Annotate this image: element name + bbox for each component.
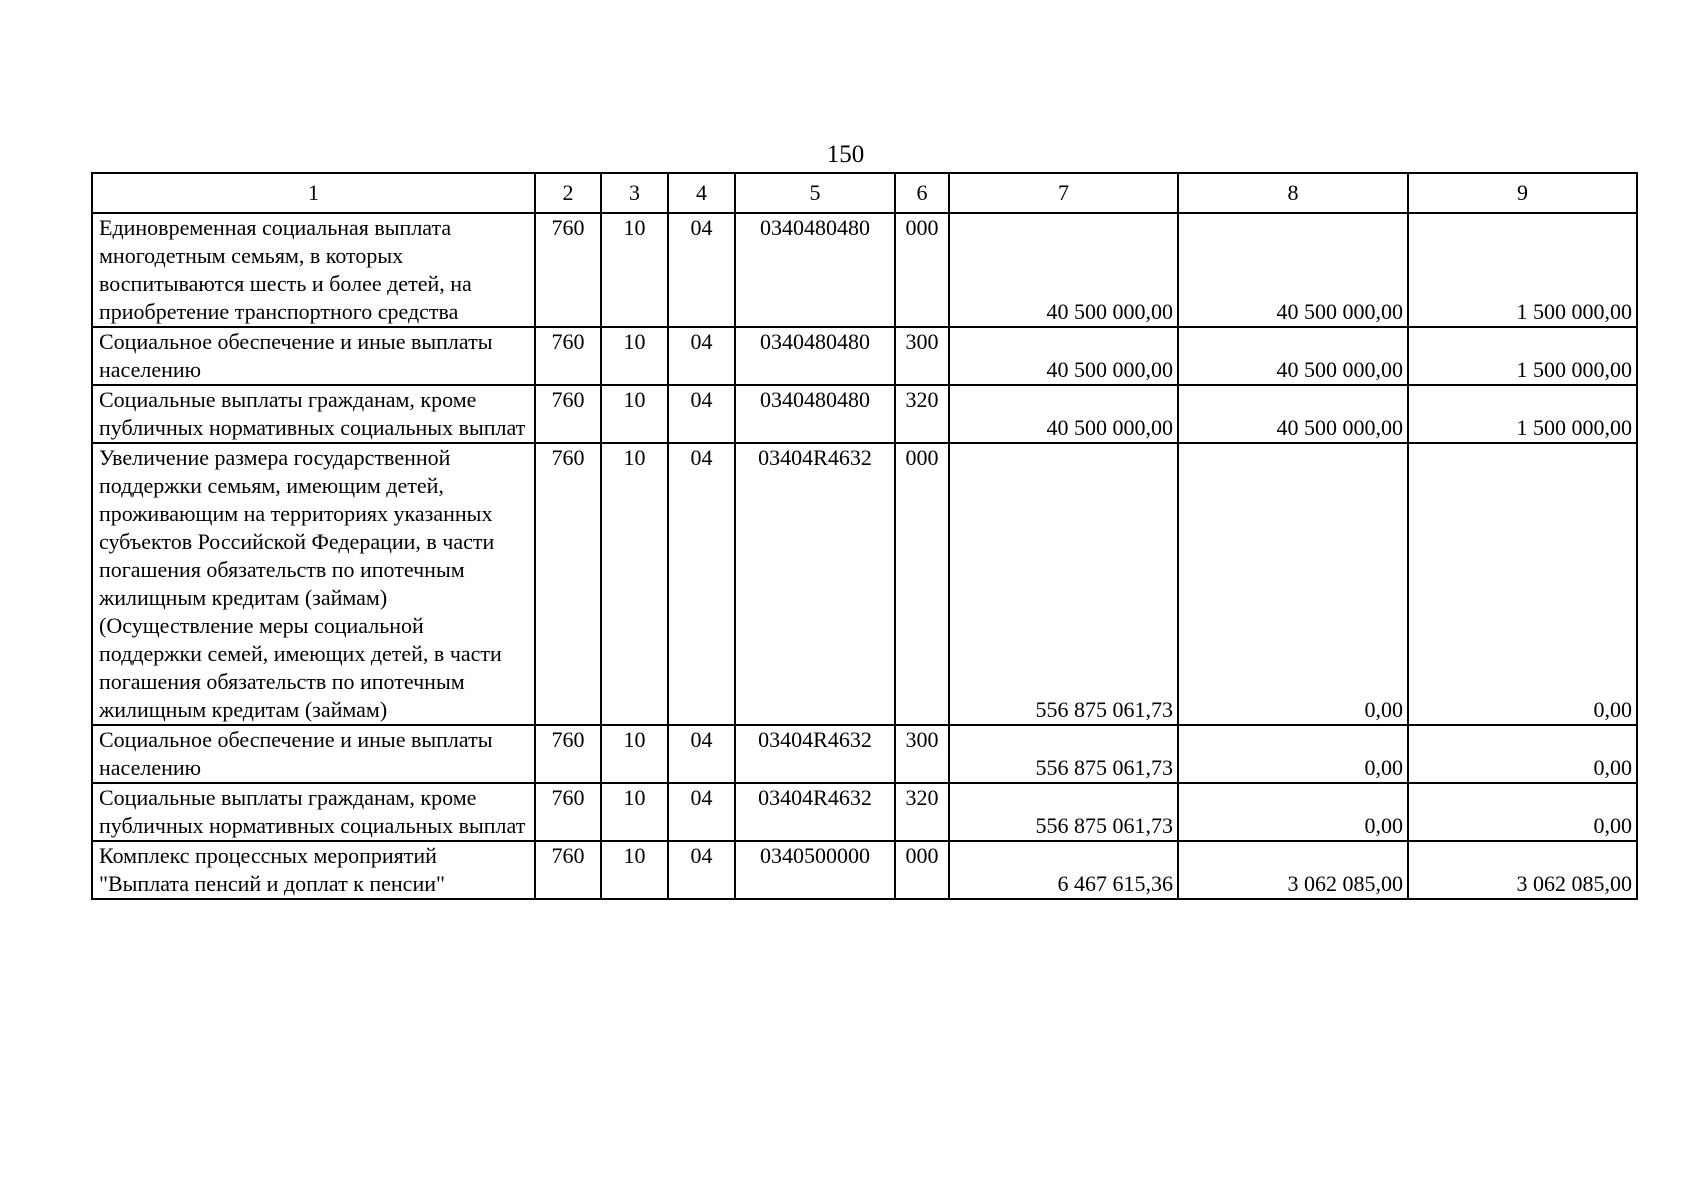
target-article-cell: 0340480480 <box>735 385 895 443</box>
section-code-cell: 10 <box>601 385 668 443</box>
amount-col8-cell: 40 500 000,00 <box>1178 385 1408 443</box>
amount-col7-cell: 40 500 000,00 <box>949 327 1178 385</box>
amount-col8-cell: 40 500 000,00 <box>1178 327 1408 385</box>
amount-col9-cell: 1 500 000,00 <box>1408 385 1637 443</box>
section-code-cell: 10 <box>601 783 668 841</box>
table-header-row <box>92 173 1637 213</box>
expense-type-cell: 300 <box>895 327 949 385</box>
row-name-cell: Социальное обеспечение и иные выплаты населению <box>92 725 535 783</box>
column-header: 1 <box>92 173 535 213</box>
table-row <box>92 327 1637 385</box>
subsection-code-cell: 04 <box>668 443 735 725</box>
amount-col8-cell: 3 062 085,00 <box>1178 841 1408 899</box>
column-header: 2 <box>535 173 601 213</box>
section-code-cell: 10 <box>601 443 668 725</box>
target-article-cell: 0340480480 <box>735 213 895 327</box>
section-code-cell: 10 <box>601 725 668 783</box>
ministry-code-cell: 760 <box>535 443 601 725</box>
ministry-code-cell: 760 <box>535 783 601 841</box>
amount-col7-cell: 40 500 000,00 <box>949 213 1178 327</box>
table-row <box>92 783 1637 841</box>
row-name-cell: Единовременная социальная выплата многодетным семьям, в которых воспитываются шесть и более детей, на приобретение транспортного средства <box>92 213 535 327</box>
column-header: 6 <box>895 173 949 213</box>
expense-type-cell: 000 <box>895 443 949 725</box>
amount-col7-cell: 556 875 061,73 <box>949 725 1178 783</box>
subsection-code-cell: 04 <box>668 725 735 783</box>
row-name-cell: Социальное обеспечение и иные выплаты населению <box>92 327 535 385</box>
section-code-cell: 10 <box>601 213 668 327</box>
ministry-code-cell: 760 <box>535 327 601 385</box>
table-row <box>92 841 1637 899</box>
expense-type-cell: 300 <box>895 725 949 783</box>
table-row <box>92 213 1637 327</box>
column-header: 7 <box>949 173 1178 213</box>
amount-col9-cell: 3 062 085,00 <box>1408 841 1637 899</box>
expense-type-cell: 320 <box>895 783 949 841</box>
section-code-cell: 10 <box>601 327 668 385</box>
amount-col8-cell: 0,00 <box>1178 725 1408 783</box>
amount-col8-cell: 40 500 000,00 <box>1178 213 1408 327</box>
column-header: 3 <box>601 173 668 213</box>
target-article-cell: 03404R4632 <box>735 725 895 783</box>
expense-type-cell: 320 <box>895 385 949 443</box>
amount-col7-cell: 556 875 061,73 <box>949 783 1178 841</box>
section-code-cell: 10 <box>601 841 668 899</box>
row-name-cell: Социальные выплаты гражданам, кроме публичных нормативных социальных выплат <box>92 385 535 443</box>
ministry-code-cell: 760 <box>535 725 601 783</box>
row-name-cell: Увеличение размера государственной поддержки семьям, имеющим детей, проживающим на территориях указанных субъектов Российской Федерации, в части погашения обязательств по ипотечным жилищным кредитам (займам) (Осуществление меры социальной поддержки семей, имеющих детей, в части погашения обязательств по ипотечным жилищным кредитам (займам) <box>92 443 535 725</box>
target-article-cell: 03404R4632 <box>735 443 895 725</box>
target-article-cell: 0340500000 <box>735 841 895 899</box>
amount-col8-cell: 0,00 <box>1178 443 1408 725</box>
row-name-cell: Комплекс процессных мероприятий "Выплата пенсий и доплат к пенсии" <box>92 841 535 899</box>
budget-table <box>91 172 1638 900</box>
page-number: 150 <box>826 141 865 168</box>
target-article-cell: 0340480480 <box>735 327 895 385</box>
row-name-cell: Социальные выплаты гражданам, кроме публичных нормативных социальных выплат <box>92 783 535 841</box>
subsection-code-cell: 04 <box>668 783 735 841</box>
table-row <box>92 385 1637 443</box>
amount-col9-cell: 0,00 <box>1408 725 1637 783</box>
expense-type-cell: 000 <box>895 841 949 899</box>
amount-col9-cell: 1 500 000,00 <box>1408 327 1637 385</box>
amount-col9-cell: 0,00 <box>1408 783 1637 841</box>
ministry-code-cell: 760 <box>535 841 601 899</box>
column-header: 9 <box>1408 173 1637 213</box>
column-header: 4 <box>668 173 735 213</box>
amount-col7-cell: 6 467 615,36 <box>949 841 1178 899</box>
amount-col8-cell: 0,00 <box>1178 783 1408 841</box>
subsection-code-cell: 04 <box>668 841 735 899</box>
subsection-code-cell: 04 <box>668 385 735 443</box>
amount-col9-cell: 0,00 <box>1408 443 1637 725</box>
ministry-code-cell: 760 <box>535 385 601 443</box>
subsection-code-cell: 04 <box>668 327 735 385</box>
column-header: 5 <box>735 173 895 213</box>
ministry-code-cell: 760 <box>535 213 601 327</box>
table-row <box>92 443 1637 725</box>
amount-col7-cell: 40 500 000,00 <box>949 385 1178 443</box>
column-header: 8 <box>1178 173 1408 213</box>
amount-col7-cell: 556 875 061,73 <box>949 443 1178 725</box>
amount-col9-cell: 1 500 000,00 <box>1408 213 1637 327</box>
target-article-cell: 03404R4632 <box>735 783 895 841</box>
expense-type-cell: 000 <box>895 213 949 327</box>
subsection-code-cell: 04 <box>668 213 735 327</box>
table-row <box>92 725 1637 783</box>
